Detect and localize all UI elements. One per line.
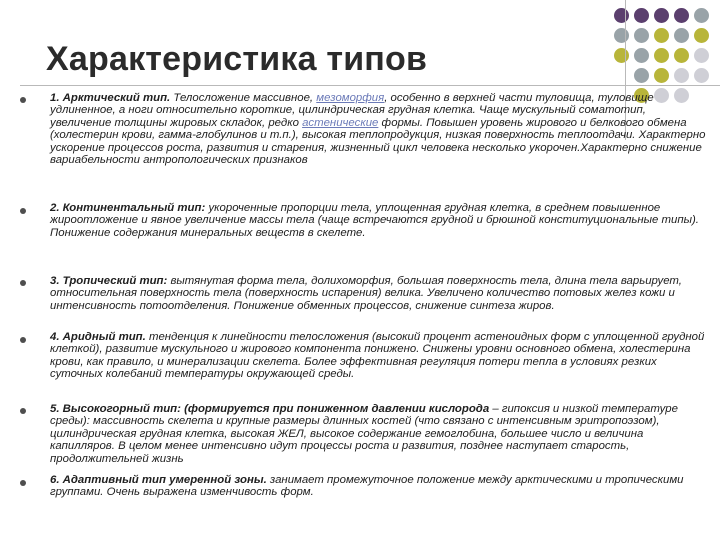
decor-horizontal-line	[20, 85, 720, 86]
decor-dot	[694, 8, 709, 23]
item-heading: 2. Континентальный тип:	[50, 202, 206, 214]
item-heading: 1. Арктический тип.	[50, 92, 171, 104]
decor-dot	[654, 68, 669, 83]
decor-dot	[694, 48, 709, 63]
item-text	[50, 403, 710, 465]
decor-dot	[694, 68, 709, 83]
item-heading: 4. Аридный тип.	[50, 331, 146, 343]
bullet-dot-icon	[20, 208, 26, 214]
link-asthenic[interactable]: астенические	[302, 116, 379, 129]
item-body: занимает промежуточное положение между арктическими и тропическими группами. Очень выражена изменчивость форм.	[50, 474, 684, 499]
item-body: вытянутая форма тела, долихоморфия, большая поверхность тела, длина тела варьирует, относительная поверхность тела (поверхность испарения) велика. Увеличено количество потовых желез кожи и интенсивность потоотделения. Понижение обменных процессов, снижение синтеза жиров.	[50, 275, 682, 312]
item-body: тенденция к линейности телосложения (высокий процент астеноидных форм с уплощенной грудной клеткой), развитие мускульного и жирового компонента понижено. Снижены уровни основного обмена, холестерина крови, как правило, и минерализации скелета. Более эффективная регуляция потери тепла в условиях резких суточных колебаний температуры окружающей среды.	[50, 331, 705, 381]
item-heading: 3. Тропический тип:	[50, 275, 168, 287]
decor-dot	[634, 48, 649, 63]
slide-title: Характеристика типов	[46, 40, 428, 78]
item-text	[50, 92, 710, 166]
decor-dot	[634, 8, 649, 23]
item-heading: 5. Высокогорный тип: (формируется при пониженном давлении кислорода	[50, 403, 490, 415]
link-mesomorphia[interactable]: мезоморфия	[316, 92, 385, 104]
decor-dot	[694, 28, 709, 43]
item-heading: 6. Адаптивный тип умеренной зоны.	[50, 474, 267, 486]
item-body-part: формы. Повышен уровень жирового и белкового обмена (холестерин крови, гамма-глобулинов и т.п.), высокая теплопродукция, низкая поверхность теплоотдачи. Характерно ускорение процессов роста, развития и старения, жизненный цикл человека несколько укорочен.Характерно снижение вариабельности антропологических признаков	[50, 116, 706, 167]
item-body: укороченные пропорции тела, уплощенная грудная клетка, в среднем повышенное жироотложение и явное увеличение массы тела (чаще встречаются грудной и брюшной конституциональные типы). Понижение содержания минеральных веществ в скелете.	[50, 202, 699, 239]
item-body-part: Телосложение массивное,	[170, 92, 317, 104]
bullet-dot-icon	[20, 97, 26, 103]
decor-dot	[614, 48, 629, 63]
bullet-dot-icon	[20, 480, 26, 486]
decor-dot	[654, 8, 669, 23]
bullet-dot-icon	[20, 408, 26, 414]
decor-dot	[654, 28, 669, 43]
decor-dot	[634, 68, 649, 83]
decor-dot	[674, 28, 689, 43]
decor-dot	[634, 28, 649, 43]
item-body-part: , особенно в верхней части туловища, туловище удлиненное, а ноги относительно короткие, цилиндрическая грудная клетка. Чаще мускульный соматотип, увеличение толщины жировых складок, редко	[50, 92, 654, 129]
bullet-dot-icon	[20, 337, 26, 343]
item-text	[50, 275, 710, 312]
item-text	[50, 331, 710, 381]
bullet-dot-icon	[20, 280, 26, 286]
item-text	[50, 202, 710, 239]
decor-dot	[674, 8, 689, 23]
decor-dot	[654, 48, 669, 63]
item-body: – гипоксия и низкой температуре среды): массивность скелета и крупные размеры длинных костей (что связано с интенсивным эритропоэзом), цилиндрическая грудная клетка, высокая ЖЕЛ, высокое содержание гемоглобина, большее число и величина капилляров. В целом менее интенсивно идут процессы роста и развития, позднее наступает старость, продолжительней жизнь	[50, 403, 678, 465]
decor-dot	[614, 8, 629, 23]
item-text	[50, 474, 710, 499]
decor-dot	[674, 68, 689, 83]
decor-dot	[614, 28, 629, 43]
decor-dot	[674, 48, 689, 63]
